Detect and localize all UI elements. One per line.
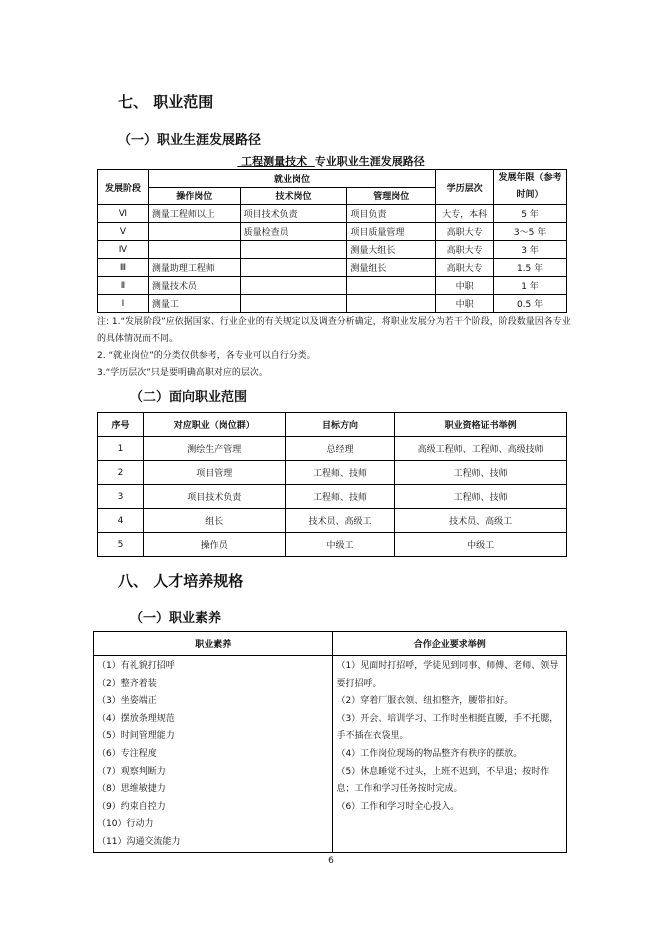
- table-cell: 0.5 年: [494, 295, 567, 313]
- subheading-professional-quality: （一）职业素养: [130, 611, 222, 626]
- table-cell: [240, 277, 347, 295]
- table-cell: 测量大组长: [347, 241, 436, 259]
- section-heading-7: 七、 职业范围: [118, 93, 214, 111]
- table-cell: [347, 277, 436, 295]
- table-row: [98, 533, 567, 557]
- requirement-item: （4）工作岗位现场的物品整齐有秩序的摆放。: [336, 748, 523, 759]
- quality-item: （4）摆放条理规范: [97, 713, 175, 724]
- table-cell: 总经理: [285, 437, 395, 461]
- table-cell: 3 年: [494, 241, 567, 259]
- professional-quality-table: [93, 631, 567, 853]
- table-cell: 项目负责: [347, 205, 436, 223]
- table-cell: 工程师、技师: [285, 461, 395, 485]
- quality-item: （10）行动力: [97, 819, 154, 830]
- requirement-item: （6）工作和学习时全心投入。: [336, 801, 460, 812]
- table-row: [98, 223, 567, 241]
- table-row: [98, 277, 567, 295]
- quality-item: （11）沟通交流能力: [97, 836, 181, 847]
- table-caption: [0, 153, 662, 169]
- header-technical: 技术岗位: [240, 187, 347, 205]
- table-cell: 质量检查员: [240, 223, 347, 241]
- quality-item: （6）专注程度: [97, 748, 157, 759]
- note-2: 2. “就业岗位”的分类仅供参考，各专业可以自行分类。: [97, 351, 316, 361]
- table-cell: [240, 295, 347, 313]
- caption-major: 工程测量技术: [241, 155, 308, 168]
- table-cell: 测量技术员: [148, 277, 240, 295]
- table-cell: 1: [98, 437, 144, 461]
- requirement-item: （1）见面时打招呼，学徒见到同事、师傅、老师、领导要打招呼。: [336, 661, 559, 689]
- table-cell: 高职大专: [436, 223, 494, 241]
- table-cell: 4: [98, 509, 144, 533]
- table-cell: [347, 295, 436, 313]
- table-cell: [148, 241, 240, 259]
- table-cell: 测量工: [148, 295, 240, 313]
- table-cell: 2: [98, 461, 144, 485]
- table-cell: 测量组长: [347, 259, 436, 277]
- table-cell: 测量工程师以上: [148, 205, 240, 223]
- table-cell: 工程师、技师: [395, 461, 567, 485]
- requirement-item: （5）休息睡觉不过头，上班不迟到，不早退；按时作息；工作和学习任务按时完成。: [336, 766, 550, 795]
- header-quality: 职业素养: [94, 632, 333, 656]
- table-row: [98, 259, 567, 277]
- header-occupation: 对应职业（岗位群）: [143, 413, 285, 437]
- quality-list: [94, 656, 333, 853]
- table-row: [98, 205, 567, 223]
- table-cell: 技术员、高级工: [285, 509, 395, 533]
- table-cell: 组长: [143, 509, 285, 533]
- table-cell: Ⅰ: [98, 295, 149, 313]
- table-cell: 测绘生产管理: [143, 437, 285, 461]
- header-jobs: 就业岗位: [148, 170, 435, 188]
- quality-item: （2）整齐着装: [97, 678, 157, 689]
- table-cell: 项目技术负责: [240, 205, 347, 223]
- table-row: [98, 295, 567, 313]
- table-cell: 项目质量管理: [347, 223, 436, 241]
- table-cell: 中级工: [285, 533, 395, 557]
- table-cell: Ⅱ: [98, 277, 149, 295]
- table-notes: [97, 314, 572, 382]
- quality-item: （5）时间管理能力: [97, 731, 175, 742]
- header-years: 发展年限（参考时间）: [494, 170, 567, 205]
- table-cell: Ⅴ: [98, 223, 149, 241]
- table-cell: 高职大专: [436, 241, 494, 259]
- table-cell: 工程师、技师: [395, 485, 567, 509]
- note-3: 3.“学历层次”只是要明确高职对应的层次。: [97, 368, 268, 378]
- table-cell: 5: [98, 533, 144, 557]
- career-path-table: [97, 169, 567, 313]
- quality-item: （7）观察判断力: [97, 766, 166, 777]
- table-row: [98, 437, 567, 461]
- table-row: [98, 461, 567, 485]
- header-operation: 操作岗位: [148, 187, 240, 205]
- table-cell: 项目技术负责: [143, 485, 285, 509]
- subheading-job-scope: （二）面向职业范围: [130, 390, 248, 405]
- table-cell: 大专，本科: [436, 205, 494, 223]
- table-row: [98, 509, 567, 533]
- requirement-item: （3）开会、培训学习、工作时坐相挺直腰，手不托腮，手不插在衣袋里。: [336, 713, 559, 742]
- job-scope-table: [97, 412, 567, 557]
- header-index: 序号: [98, 413, 144, 437]
- table-cell: 技术员、高级工: [395, 509, 567, 533]
- quality-item: （1）有礼貌打招呼: [97, 661, 175, 671]
- table-cell: Ⅳ: [98, 241, 149, 259]
- header-stage: 发展阶段: [98, 170, 149, 205]
- table-cell: Ⅲ: [98, 259, 149, 277]
- section-heading-8: 八、 人才培养规格: [118, 572, 244, 590]
- quality-item: （8）思维敏捷力: [97, 784, 166, 795]
- quality-item: （3）坐姿端正: [97, 696, 157, 707]
- table-cell: 高职大专: [436, 259, 494, 277]
- table-row: [98, 241, 567, 259]
- table-cell: [148, 223, 240, 241]
- requirement-item: （2）穿着厂服衣领、纽扣整齐，腰带扣好。: [336, 696, 514, 707]
- table-cell: 操作员: [143, 533, 285, 557]
- header-certificate: 职业资格证书举例: [395, 413, 567, 437]
- header-management: 管理岗位: [347, 187, 436, 205]
- header-education: 学历层次: [436, 170, 494, 205]
- table-cell: 工程师、技师: [285, 485, 395, 509]
- table-cell: 高级工程师、工程师、高级技师: [395, 437, 567, 461]
- table-cell: 3: [98, 485, 144, 509]
- table-cell: 项目管理: [143, 461, 285, 485]
- page-number: 6: [328, 856, 334, 866]
- table-cell: 3～5 年: [494, 223, 567, 241]
- table-cell: 中职: [436, 295, 494, 313]
- table-row: [98, 485, 567, 509]
- table-cell: [240, 259, 347, 277]
- table-cell: 1 年: [494, 277, 567, 295]
- quality-item: （9）约束自控力: [97, 801, 166, 812]
- table-cell: 测量助理工程师: [148, 259, 240, 277]
- header-enterprise-requirements: 合作企业要求举例: [333, 632, 567, 656]
- requirements-list: [333, 656, 567, 853]
- table-cell: Ⅵ: [98, 205, 149, 223]
- table-cell: 5 年: [494, 205, 567, 223]
- header-target: 目标方向: [285, 413, 395, 437]
- table-cell: 中级工: [395, 533, 567, 557]
- caption-rest: 专业职业生涯发展路径: [314, 155, 425, 168]
- table-cell: 1.5 年: [494, 259, 567, 277]
- note-1: 注: 1.“发展阶段”应依据国家、行业企业的有关规定以及调查分析确定，将职业发展分为若干个阶段，阶段数量因各专业的具体情况而不同。: [97, 317, 571, 344]
- subheading-career-path: （一）职业生涯发展路径: [118, 133, 262, 148]
- table-cell: 中职: [436, 277, 494, 295]
- table-cell: [240, 241, 347, 259]
